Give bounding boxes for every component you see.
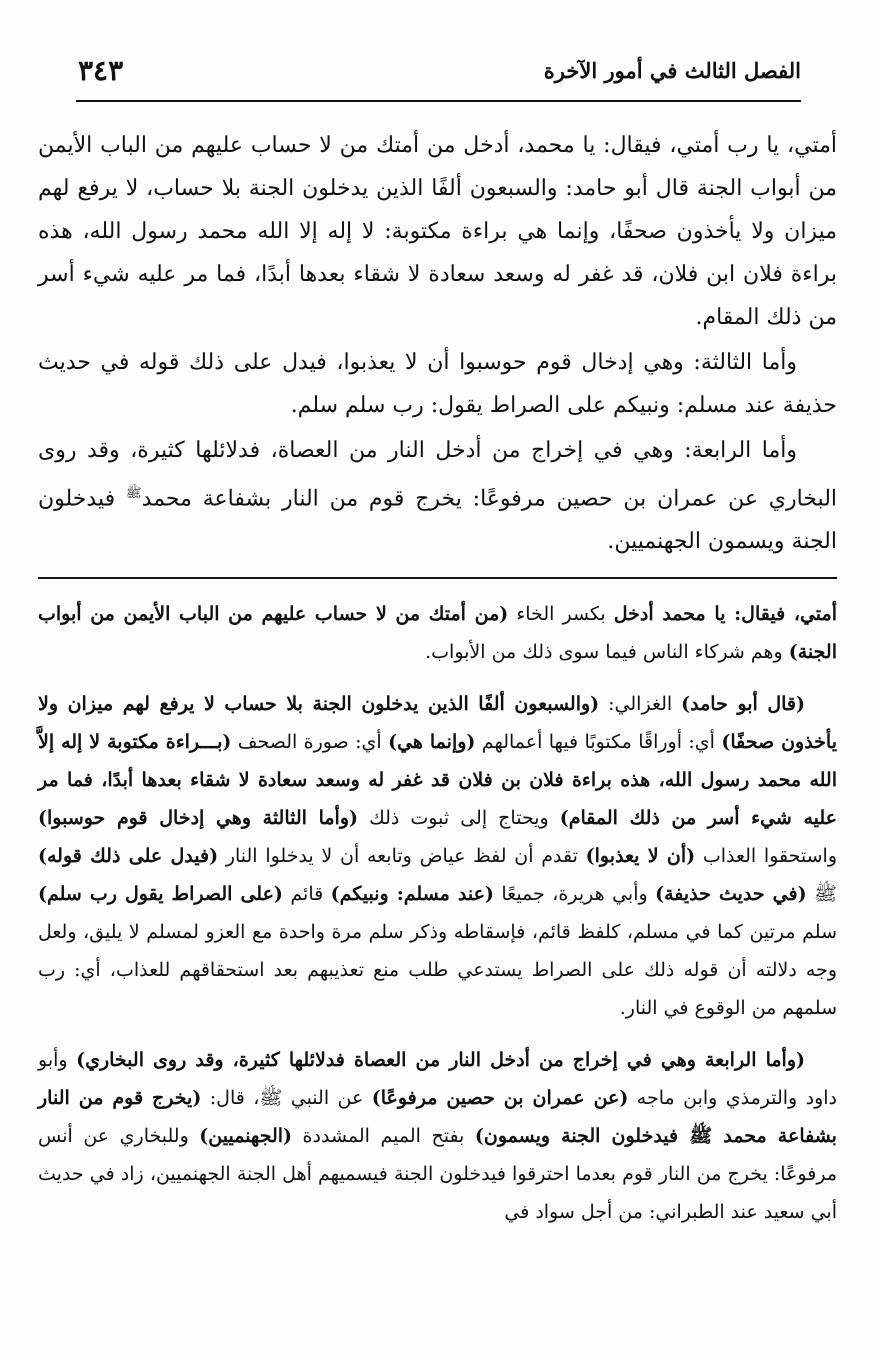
commentary-text: ﷺ	[806, 883, 837, 906]
commentary-text: تقدم أن لفظ عياض وتابعه أن لا يدخلوا النار	[218, 845, 586, 868]
bold-quote: (في حديث حذيفة)	[655, 883, 807, 906]
header-rule	[76, 100, 801, 102]
chapter-title: الفصل الثالث في أمور الآخرة	[543, 58, 801, 83]
commentary-text: الغزالي:	[599, 693, 682, 716]
main-paragraph-3	[38, 429, 837, 563]
commentary-paragraph	[38, 1041, 837, 1231]
commentary-text: وأبي هريرة، جميعًا	[493, 883, 656, 906]
bold-quote: (وأما الرابعة وهي في إخراج من أدخل النار من العصاة فدلائلها كثيرة، وقد روى البخاري)	[76, 1049, 805, 1072]
bold-quote: (بـــراءة مكتوبة لا إله إلاَّ الله محمد رسول الله، هذه براءة فلان بن فلان قد غفر له وسعد سعادة لا شقاء بعدها أبدًا، فما مر عليه شيء أسر من ذلك المقام)	[38, 731, 837, 830]
main-paragraph-3-text: وأما الرابعة: وهي في إخراج من أدخل النار من العصاة، فدلائلها كثيرة، وقد روى البخاري عن عمران بن حصين مرفوعًا: يخرج قوم من النار بشفاعة محمد	[38, 438, 838, 512]
bold-quote: (من أمتك من لا حساب عليهم من الباب الأيمن من أبواب الجنة)	[38, 603, 837, 664]
commentary-text: بكسر الخاء	[508, 603, 614, 626]
commentary-text: بفتح الميم المشددة	[292, 1125, 475, 1148]
main-text	[38, 124, 837, 563]
bold-quote: أمتي، فيقال: يا محمد أدخل	[613, 603, 837, 626]
bold-quote: (يخرج قوم من النار بشفاعة محمد ﷺ فيدخلون الجنة ويسمون)	[38, 1087, 837, 1148]
commentary-text: وأبو داود والترمذي وابن ماجه	[38, 1049, 837, 1110]
commentary-text: أي: صورة الصحف	[231, 731, 389, 754]
page-header	[38, 0, 837, 104]
bold-quote: (قال أبو حامد)	[681, 693, 805, 716]
bold-quote: (أن لا يعذبوا)	[585, 845, 696, 868]
commentary-text: عن النبي ﷺ، قال:	[201, 1087, 372, 1110]
commentary-paragraph	[38, 595, 837, 671]
main-paragraph-1: أمتي، يا رب أمتي، فيقال: يا محمد، أدخل من أمتك من لا حساب عليهم من الباب الأيمن من أبواب الجنة قال أبو حامد: والسبعون ألفًا الذين يدخلون الجنة بلا حساب، لا يرفع لهم ميزان ولا يأخذون صحفًا، وإنما هي براءة مكتوبة: لا إله إلا الله محمد رسول الله، هذه براءة فلان ابن فلان، قد غفر له وسعد سعادة لا شقاء بعدها أبدًا، فما مر عليه شيء أسر من ذلك المقام.	[38, 133, 837, 330]
commentary-text: وللبخاري عن أنس مرفوعًا: يخرج من النار قوم بعدما احترقوا فيدخلون الجنة فيسميهم أهل الجنة الجهنميين، زاد في حديث أبي سعيد عند الطبراني: من أجل سواد في	[38, 1125, 837, 1224]
bold-quote: (وأما الثالثة وهي إدخال قوم حوسبوا)	[38, 807, 358, 830]
commentary-text: ويحتاج إلى ثبوت ذلك	[358, 807, 560, 830]
bold-quote: (عند مسلم: ونبيكم)	[330, 883, 494, 906]
commentary-text: أي: أوراقًا مكتوبًا فيها أعمالهم	[475, 731, 722, 754]
page-number: ٣٤٣	[78, 54, 124, 87]
footnote-divider	[38, 577, 837, 579]
bold-quote: (على الصراط يقول رب سلم)	[38, 883, 283, 906]
bold-quote: (وإنما هي)	[388, 731, 476, 754]
bold-quote: (الجهنميين)	[199, 1125, 293, 1148]
bold-quote: (عن عمران بن حصين مرفوعًا)	[371, 1087, 629, 1110]
salawat-glyph: ﷺ	[125, 486, 142, 501]
commentary	[38, 595, 837, 1231]
commentary-text: سلم مرتين كما في مسلم، كلفظ قائم، فإسقاطه وذكر سلم مرة واحدة مع العزو لمسلم لا يليق، ولعل وجه دلالته أن قوله ذلك على الصراط يستدعي طلب منع تعذيبهم بعد استحقاقهم للعذاب، أي: رب سلمهم من الوقوع في النار.	[38, 921, 837, 1020]
bold-quote: (فيدل على ذلك قوله)	[38, 845, 219, 868]
main-paragraph-2: وأما الثالثة: وهي إدخال قوم حوسبوا أن لا يعذبوا، فيدل على ذلك قوله في حديث حذيفة عند مسلم: ونبيكم على الصراط يقول: رب سلم سلم.	[38, 350, 837, 418]
bold-quote: (والسبعون ألفًا الذين يدخلون الجنة بلا حساب لا يرفع لهم ميزان ولا يأخذون صحفًا)	[38, 693, 838, 754]
main-paragraph-3-end: فيدخلون الجنة ويسمون الجهنميين.	[38, 486, 837, 555]
commentary-text: وهم شركاء الناس فيما سوى ذلك من الأبواب.	[425, 641, 789, 664]
commentary-text: قائم	[282, 883, 331, 906]
commentary-text: واستحقوا العذاب	[695, 845, 837, 868]
commentary-paragraph	[38, 685, 837, 1027]
